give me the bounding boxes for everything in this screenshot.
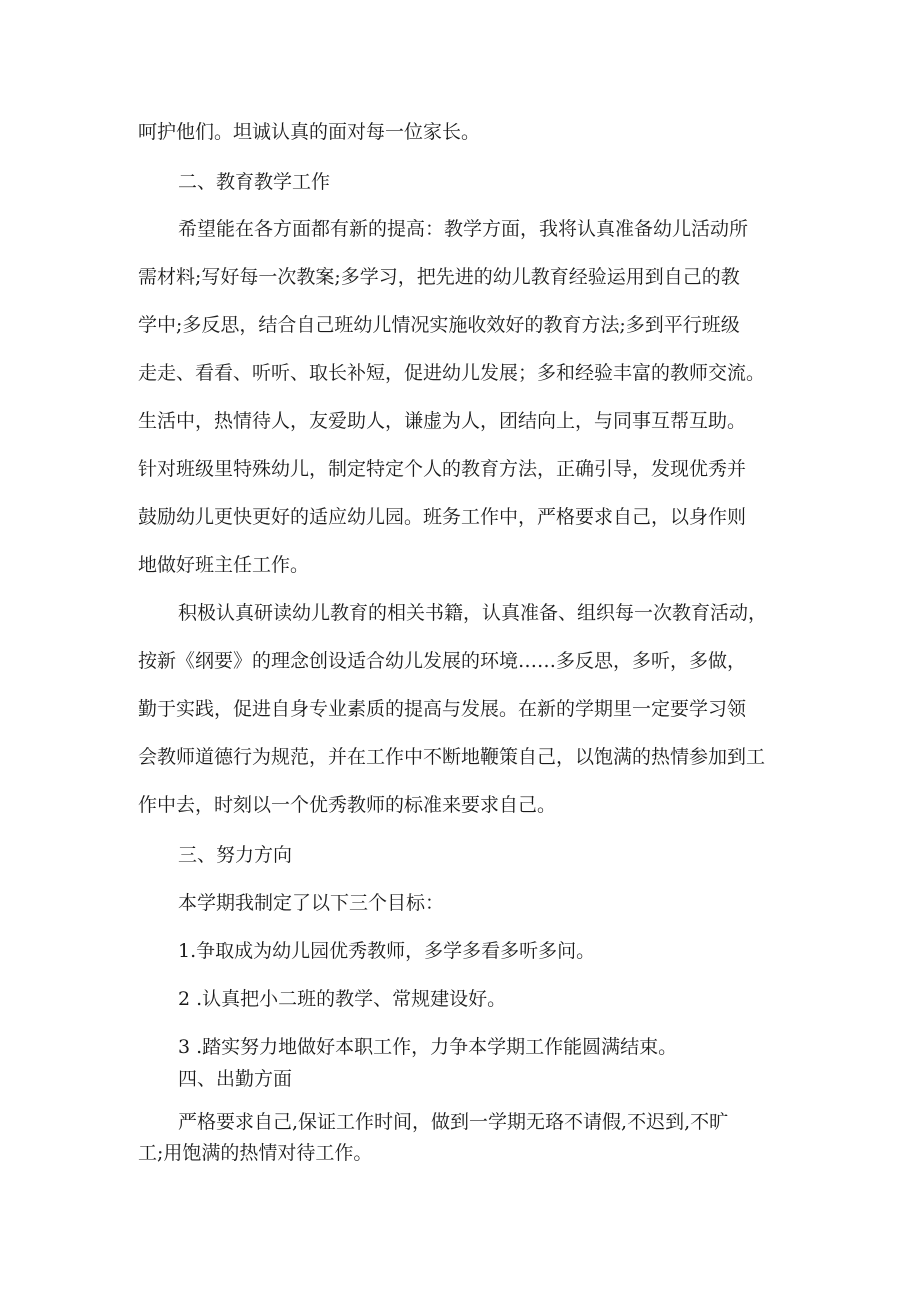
list-item: 3 .踏实努力地做好本职工作，力争本学期工作能圆满结束。 (178, 1036, 678, 1058)
text-line: 生活中，热情待人，友爱助人，谦虚为人，团结向上，与同事互帮互助。 (138, 410, 747, 432)
text-line: 勤于实践，促进自身专业素质的提高与发展。在新的学期里一定要学习领 (138, 698, 747, 720)
text-line: 鼓励幼儿更快更好的适应幼儿园。班务工作中，严格要求自己，以身作则 (138, 506, 747, 528)
text-line: 本学期我制定了以下三个目标： (178, 892, 445, 914)
list-item: 1.争取成为幼儿园优秀教师，多学多看多听多问。 (178, 940, 596, 962)
text-line: 会教师道德行为规范，并在工作中不断地鞭策自己，以饱满的热情参加到工 (138, 746, 766, 768)
section-heading: 二、教育教学工作 (178, 171, 331, 193)
text-line: 地做好班主任工作。 (138, 554, 310, 576)
text-line: 严格要求自己,保证工作时间，做到一学期无珞不请假,不迟到,不旷 (178, 1111, 729, 1133)
text-line: 工;用饱满的热情对待工作。 (138, 1142, 373, 1164)
text-line: 按新《纲要》的理念创设适合幼儿发展的环境……多反思，多听，多做， (138, 650, 747, 672)
text-line: 针对班级里特殊幼儿，制定特定个人的教育方法，正确引导，发现优秀并 (138, 458, 747, 480)
text-line: 希望能在各方面都有新的提高：教学方面，我将认真准备幼儿活动所 (178, 218, 749, 240)
text-line: 呵护他们。坦诚认真的面对每一位家长。 (138, 121, 481, 143)
text-line: 走走、看看、听听、取长补短，促进幼儿发展；多和经验丰富的教师交流。 (138, 362, 766, 384)
section-heading: 三、努力方向 (178, 844, 293, 866)
text-line: 积极认真研读幼儿教育的相关书籍，认真准备、组织每一次教育活动， (178, 602, 768, 624)
text-line: 作中去，时刻以一个优秀教师的标准来要求自己。 (138, 794, 557, 816)
section-heading: 四、出勤方面 (178, 1068, 293, 1090)
text-line: 学中;多反思，结合自己班幼儿情况实施收效好的教育方法;多到平行班级 (138, 314, 740, 336)
text-line: 需材料;写好每一次教案;多学习，把先进的幼儿教育经验运用到自己的教 (138, 266, 740, 288)
list-item: 2 .认真把小二班的教学、常规建设好。 (178, 988, 507, 1010)
